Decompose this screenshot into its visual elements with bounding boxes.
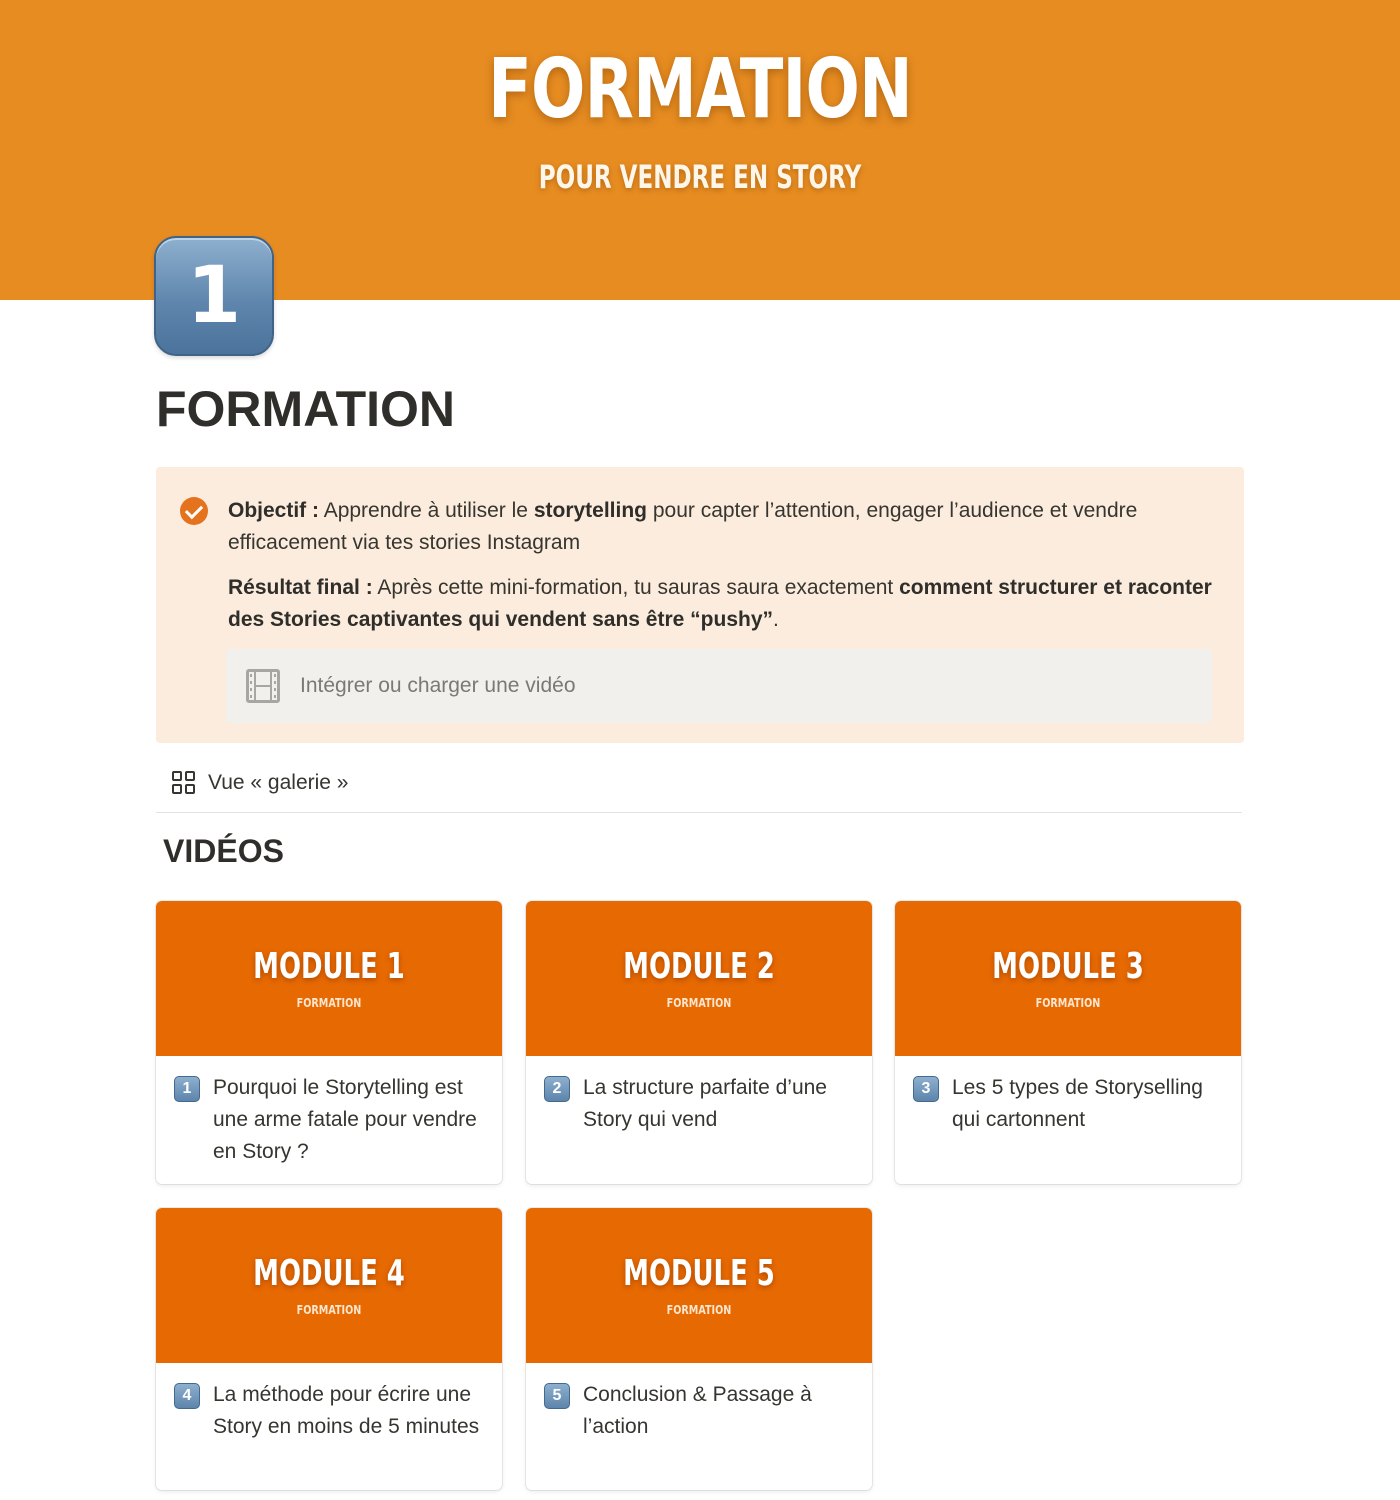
view-divider bbox=[156, 812, 1242, 813]
callout-block bbox=[156, 467, 1244, 743]
card-cover-subtitle: FORMATION bbox=[296, 1303, 362, 1317]
keycap-five-icon: 5 bbox=[544, 1383, 570, 1409]
objective-paragraph bbox=[228, 495, 1218, 559]
gallery-card[interactable] bbox=[156, 901, 502, 1184]
objective-text-1: Apprendre à utiliser le bbox=[319, 499, 534, 522]
card-cover bbox=[156, 901, 502, 1056]
video-embed-label: Intégrer ou charger une vidéo bbox=[300, 674, 576, 697]
card-cover-subtitle: FORMATION bbox=[1035, 996, 1101, 1010]
gallery-view-label: Vue « galerie » bbox=[208, 771, 349, 794]
keycap-one-icon: 1 bbox=[174, 1076, 200, 1102]
card-title: La structure parfaite d’une Story qui vend bbox=[583, 1076, 827, 1131]
gallery-grid-icon bbox=[172, 771, 196, 795]
result-bold-1: comment structurer et raconter des Stories captivantes qui vendent sans être “pushy” bbox=[228, 576, 1212, 631]
card-cover bbox=[526, 901, 872, 1056]
card-cover-title: MODULE 1 bbox=[253, 946, 405, 987]
videos-section-title: VIDÉOS bbox=[163, 833, 284, 869]
film-icon bbox=[246, 669, 280, 703]
check-circle-icon bbox=[180, 497, 208, 525]
card-cover-title: MODULE 2 bbox=[623, 946, 775, 987]
gallery-card[interactable] bbox=[526, 1208, 872, 1490]
result-paragraph bbox=[228, 572, 1218, 636]
keycap-four-icon: 4 bbox=[174, 1383, 200, 1409]
card-cover bbox=[156, 1208, 502, 1363]
card-title: Pourquoi le Storytelling est une arme fatale pour vendre en Story ? bbox=[213, 1076, 477, 1163]
keycap-one-icon[interactable] bbox=[154, 236, 274, 356]
card-title: Les 5 types de Storyselling qui cartonnent bbox=[952, 1076, 1203, 1131]
objective-bold-1: storytelling bbox=[533, 499, 647, 522]
result-label: Résultat final : bbox=[228, 576, 373, 599]
card-cover-title: MODULE 4 bbox=[253, 1253, 405, 1294]
gallery-card[interactable] bbox=[156, 1208, 502, 1490]
card-cover-title: MODULE 3 bbox=[992, 946, 1144, 987]
objective-text-2: pour capter l’attention, engager l’audience et vendre efficacement via tes stories Instagram bbox=[228, 499, 1138, 554]
card-cover-title: MODULE 5 bbox=[623, 1253, 775, 1294]
page-icon-text: 1 bbox=[186, 251, 242, 341]
result-text-2: . bbox=[773, 608, 779, 631]
objective-label: Objectif : bbox=[228, 499, 320, 522]
cover-subtitle: POUR VENDRE EN STORY bbox=[538, 158, 862, 196]
card-cover bbox=[895, 901, 1241, 1056]
keycap-two-icon: 2 bbox=[544, 1076, 570, 1102]
card-cover-subtitle: FORMATION bbox=[296, 996, 362, 1010]
cover-title: FORMATION bbox=[488, 42, 912, 137]
card-title: Conclusion & Passage à l’action bbox=[583, 1383, 812, 1438]
card-cover-subtitle: FORMATION bbox=[666, 1303, 732, 1317]
gallery-card[interactable] bbox=[526, 901, 872, 1184]
card-title: La méthode pour écrire une Story en moins de 5 minutes bbox=[213, 1383, 480, 1438]
page-title: FORMATION bbox=[156, 381, 456, 437]
keycap-three-icon: 3 bbox=[913, 1076, 939, 1102]
gallery-card[interactable] bbox=[895, 901, 1241, 1184]
result-text-1: Après cette mini-formation, tu sauras saura exactement bbox=[372, 576, 900, 599]
video-embed-placeholder[interactable] bbox=[226, 649, 1212, 723]
card-cover bbox=[526, 1208, 872, 1363]
card-cover-subtitle: FORMATION bbox=[666, 996, 732, 1010]
